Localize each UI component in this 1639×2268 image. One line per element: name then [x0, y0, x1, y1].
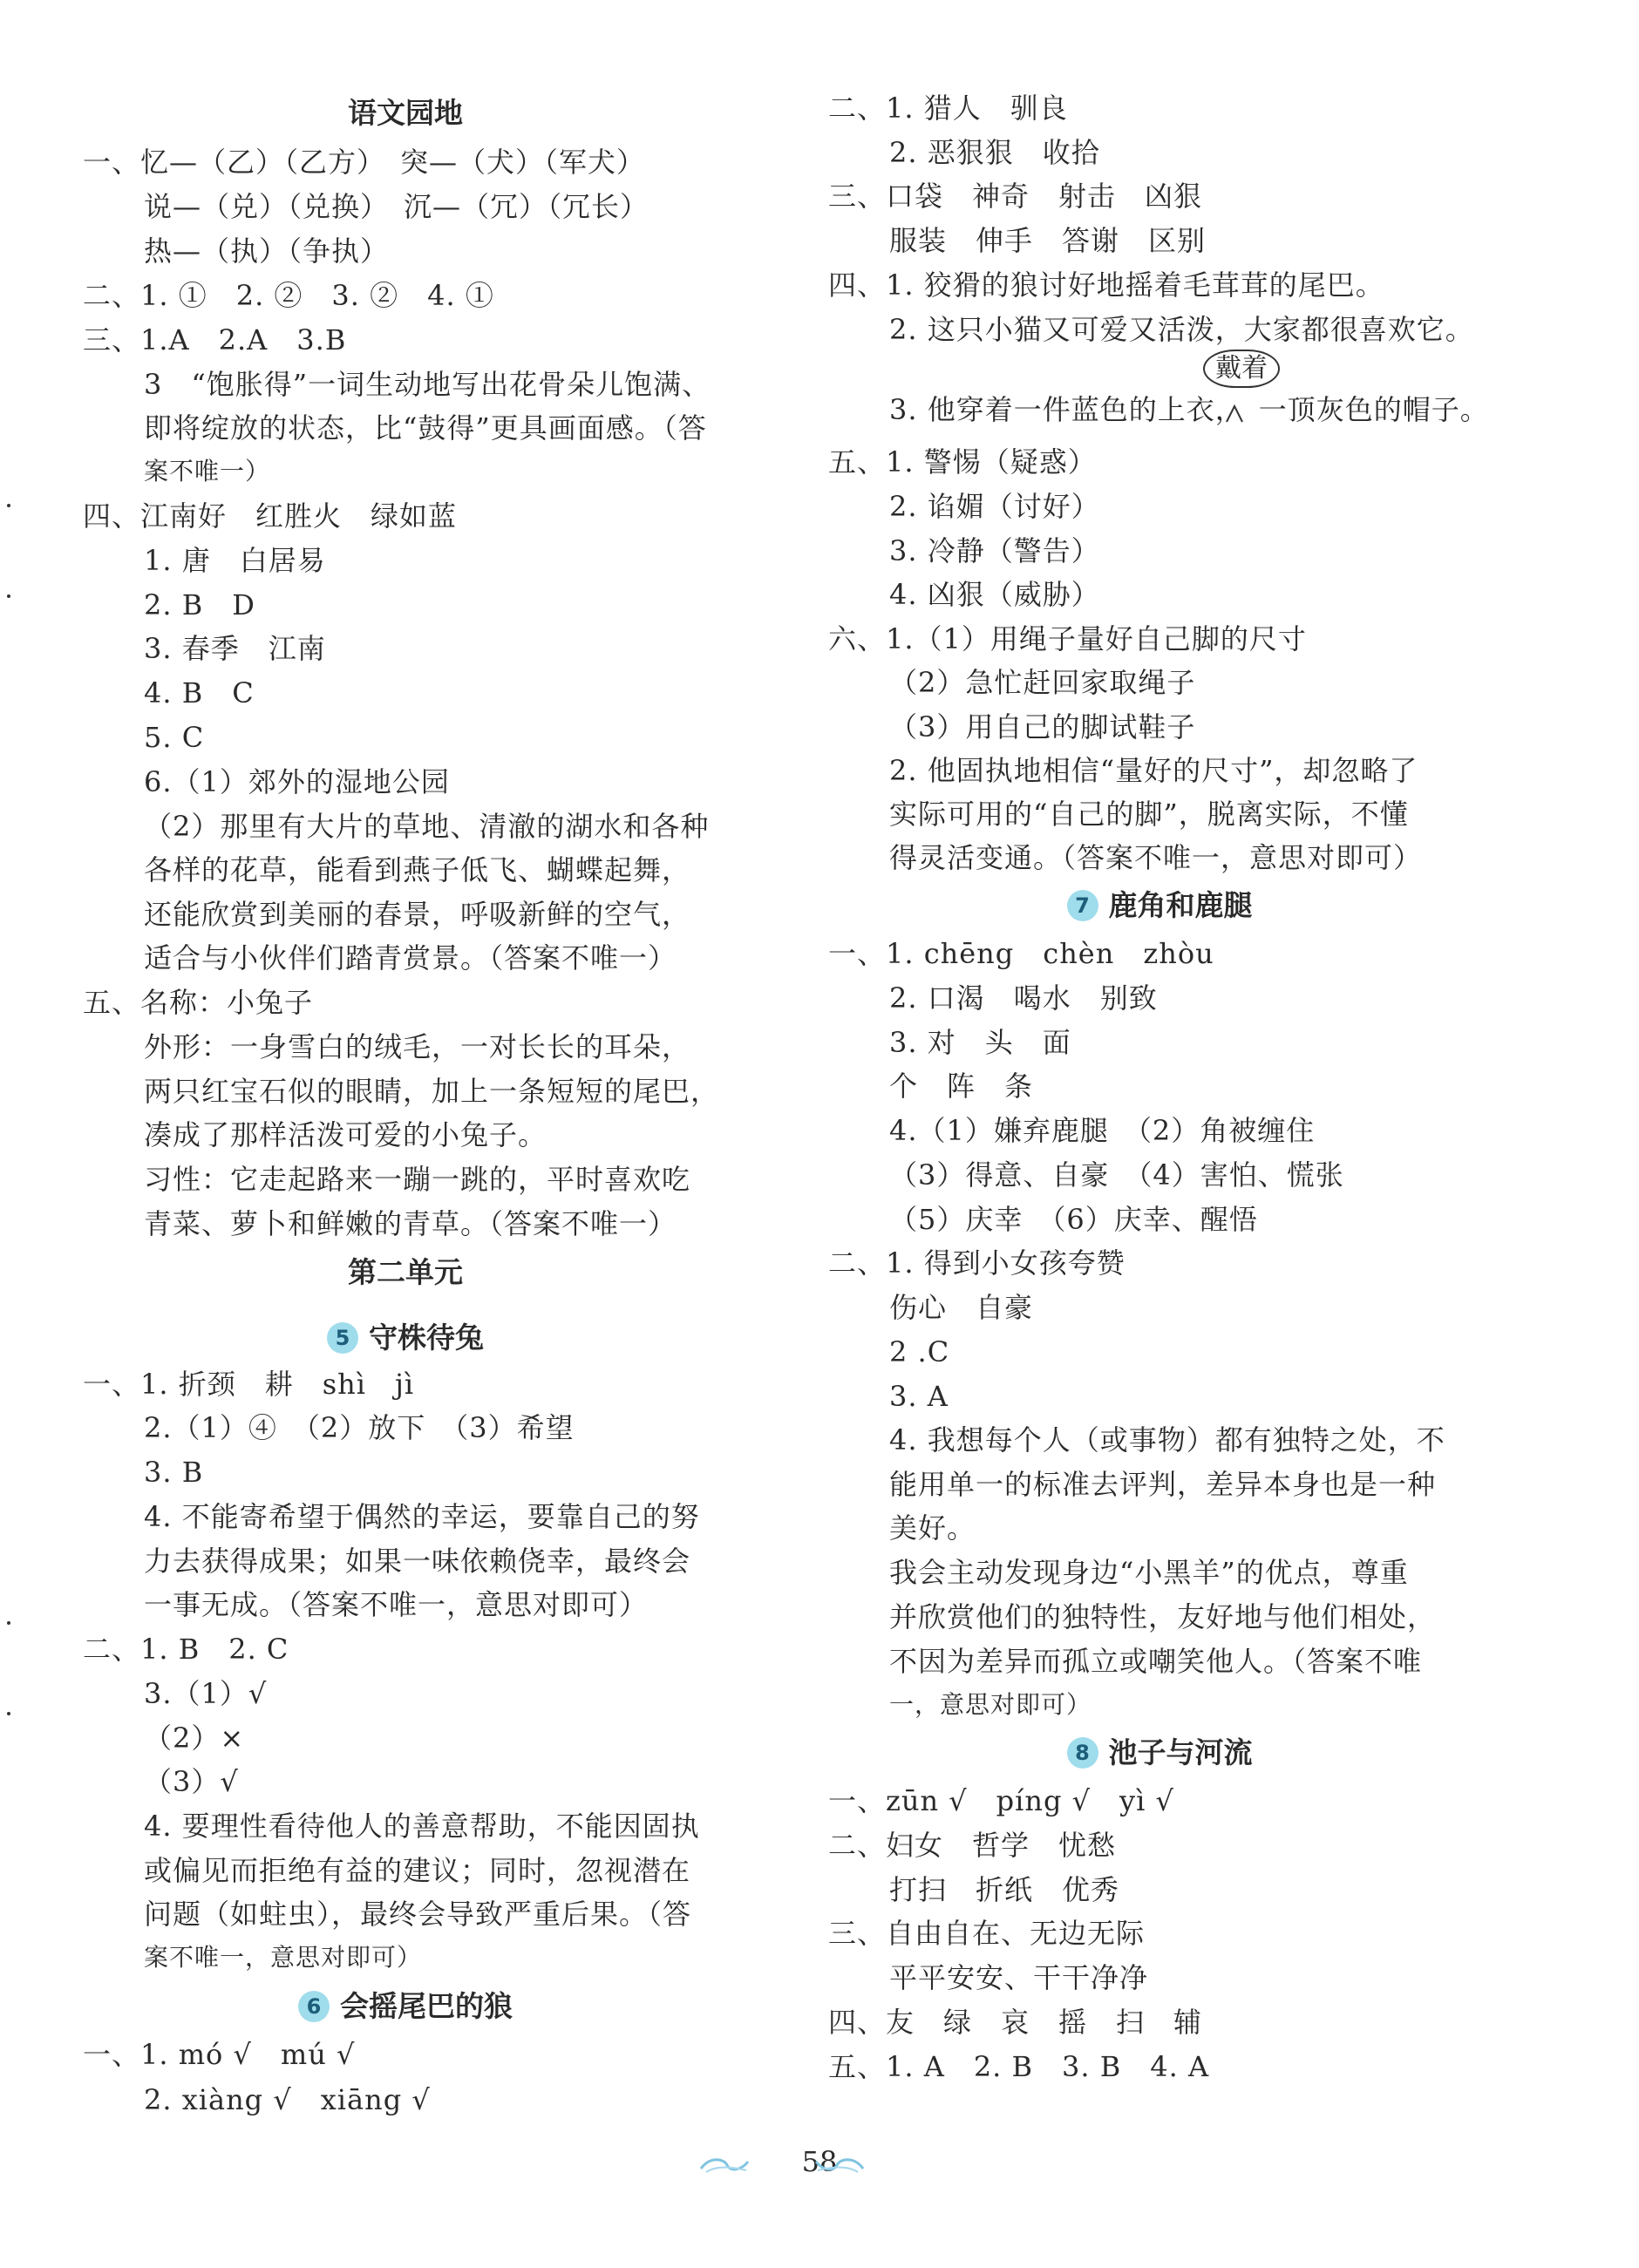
answer-line: 并欣赏他们的独特性，友好地与他们相处， — [889, 1600, 1437, 1633]
answer-line: 一、zūn √ píng √ yì √ — [828, 1784, 1174, 1817]
answer-line: 3. B — [144, 1456, 204, 1489]
inserted-word-mark: 戴着 — [1203, 350, 1280, 388]
section-title-text: 会摇尾巴的狼 — [340, 1989, 513, 2023]
margin-dot — [7, 1712, 10, 1715]
answer-line: 一、忆—（乙）（乙方） 突—（犬）（军犬） — [83, 146, 646, 179]
answer-line: 个 阵 条 — [889, 1069, 1034, 1103]
section-title-text: 守株待兔 — [369, 1321, 484, 1355]
answer-line: 4. B C — [144, 676, 255, 710]
answer-line: 外形：一身雪白的绒毛，一对长长的耳朵， — [144, 1030, 691, 1063]
answer-line: （3）√ — [144, 1765, 239, 1798]
answer-line: 2. 这只小猫又可爱又活泼，大家都很喜欢它。 — [889, 313, 1474, 346]
section-title — [83, 1987, 728, 2026]
answer-line: 1. 唐 白居易 — [144, 544, 326, 577]
answer-line: 平平安安、干干净净 — [889, 1961, 1149, 1994]
answer-line: 一、1. chēng chèn zhòu — [828, 937, 1214, 970]
answer-line: （3）用自己的脚试鞋子 — [889, 710, 1196, 744]
answer-line: （2）急忙赶回家取绳子 — [889, 666, 1196, 699]
answer-line: 两只红宝石似的眼睛，加上一条短短的尾巴， — [144, 1075, 720, 1108]
answer-line: 适合与小伙伴们踏青赏景。（答案不唯一） — [144, 941, 677, 974]
margin-dot — [7, 504, 10, 507]
section-title — [83, 94, 728, 132]
answer-line: 2.（1）④ （2）放下 （3）希望 — [144, 1411, 575, 1444]
lesson-number-badge: 6 — [298, 1991, 330, 2022]
answer-line: 各样的花草，能看到燕子低飞、蝴蝶起舞， — [144, 853, 691, 886]
answer-line: 五、1. 警惕（疑惑） — [828, 445, 1097, 479]
answer-line: 3. A — [889, 1380, 949, 1413]
answer-line: 2 .C — [889, 1335, 950, 1368]
answer-line: 能用单一的标准去评判，差异本身也是一种 — [889, 1468, 1437, 1501]
answer-line: 我会主动发现身边“小黑羊”的优点，尊重 — [889, 1556, 1409, 1589]
answer-line: 得灵活变通。（答案不唯一，意思对即可） — [889, 841, 1423, 874]
right-wave-ornament-icon — [813, 2153, 867, 2176]
answer-line: 服装 伸手 答谢 区别 — [889, 224, 1207, 257]
answer-line: （5）庆幸 （6）庆幸、醒悟 — [889, 1203, 1258, 1236]
lesson-number-badge: 7 — [1067, 890, 1098, 921]
answer-line: 凑成了那样活泼可爱的小兔子。 — [144, 1118, 547, 1151]
answer-line: 二、1. B 2. C — [83, 1633, 289, 1666]
answer-line: 三、自由自在、无边无际 — [828, 1917, 1146, 1950]
answer-line: 3. 春季 江南 — [144, 632, 326, 665]
answer-line: 或偏见而拒绝有益的建议；同时，忽视潜在 — [144, 1854, 691, 1887]
section-title-text: 第二单元 — [348, 1255, 463, 1289]
answer-line: 美好。 — [889, 1511, 976, 1545]
answer-line: 还能欣赏到美丽的春景，呼吸新鲜的空气， — [144, 898, 691, 931]
answer-line: 2. 他固执地相信“量好的尺寸”，却忽略了 — [889, 754, 1418, 787]
answer-line: 五、名称：小兔子 — [83, 986, 314, 1019]
answer-line: 6.（1）郊外的湿地公园 — [144, 765, 450, 798]
answer-line: 4. 凶狠（威胁） — [889, 578, 1100, 611]
answer-line: 2. 口渴 喝水 别致 — [889, 981, 1158, 1015]
answer-line: 青菜、萝卜和鲜嫩的青草。（答案不唯一） — [144, 1207, 677, 1240]
section-title — [83, 1253, 728, 1292]
answer-line: 二、1. 得到小女孩夸赞 — [828, 1246, 1126, 1280]
answer-line: 一、1. mó √ mú √ — [83, 2038, 356, 2071]
answer-line: 2. 谄媚（讨好） — [889, 490, 1100, 523]
answer-line: 力去获得成果；如果一味依赖侥幸，最终会 — [144, 1545, 691, 1578]
section-title — [828, 1734, 1491, 1772]
answer-line: 四、友 绿 哀 摇 扫 辅 — [828, 2006, 1203, 2039]
answer-line: 即将绽放的状态，比“鼓得”更具画面感。（答 — [144, 411, 707, 445]
answer-line: 一、1. 折颈 耕 shì jì — [83, 1368, 415, 1401]
section-title — [828, 886, 1491, 925]
answer-line: 4. 要理性看待他人的善意帮助，不能因固执 — [144, 1810, 700, 1843]
answer-line: 伤心 自豪 — [889, 1291, 1034, 1324]
answer-line: 3. 他穿着一件蓝色的上衣， 一顶灰色的帽子。 — [889, 393, 1489, 426]
answer-line: 2. 恶狠狠 收拾 — [889, 136, 1100, 169]
answer-line: 三、1.A 2.A 3.B — [83, 323, 347, 356]
answer-line: 二、1. 猎人 驯良 — [828, 92, 1068, 125]
answer-line: 3. 对 头 面 — [889, 1026, 1071, 1059]
lesson-number-badge: 8 — [1067, 1737, 1098, 1769]
answer-line: 一，意思对即可） — [889, 1690, 1092, 1719]
answer-line: （2）× — [144, 1721, 245, 1755]
answer-line: （2）那里有大片的草地、清澈的湖水和各种 — [144, 810, 710, 843]
answer-line: 2. B D — [144, 588, 255, 621]
margin-dot — [7, 594, 10, 598]
margin-dot — [7, 1621, 10, 1625]
answer-line: 4. 不能寄希望于偶然的幸运，要靠自己的努 — [144, 1500, 700, 1533]
answer-line: 习性：它走起路来一蹦一跳的，平时喜欢吃 — [144, 1163, 691, 1196]
answer-line: 实际可用的“自己的脚”，脱离实际，不懂 — [889, 798, 1409, 831]
section-title-text: 鹿角和鹿腿 — [1108, 888, 1253, 922]
section-title-text: 语文园地 — [348, 96, 463, 130]
answer-line: 四、1. 狡猾的狼讨好地摇着毛茸茸的尾巴。 — [828, 268, 1384, 302]
answer-line: 打扫 折纸 优秀 — [889, 1873, 1120, 1906]
answer-line: 六、1.（1）用绳子量好自己脚的尺寸 — [828, 622, 1307, 655]
answer-line: 问题（如蛀虫），最终会导致严重后果。（答 — [144, 1898, 692, 1931]
section-title — [83, 1319, 728, 1357]
answer-line: 3.（1）√ — [144, 1677, 268, 1710]
answer-line: 二、妇女 哲学 忧愁 — [828, 1829, 1117, 1862]
lesson-number-badge: 5 — [327, 1322, 358, 1354]
answer-line: 四、江南好 红胜火 绿如蓝 — [83, 499, 458, 533]
answer-line: 案不唯一，意思对即可） — [144, 1943, 423, 1972]
section-title-text: 池子与河流 — [1108, 1735, 1253, 1769]
answer-line: （3）得意、自豪 （4）害怕、慌张 — [889, 1158, 1344, 1192]
answer-line: 案不唯一） — [144, 457, 271, 486]
answer-line: 三、口袋 神奇 射击 凶狠 — [828, 180, 1203, 213]
answer-line: 不因为差异而孤立或嘲笑他人。（答案不唯 — [889, 1645, 1423, 1678]
answer-line: 一事无成。（答案不唯一，意思对即可） — [144, 1588, 649, 1621]
answer-line: 二、1. ① 2. ② 3. ② 4. ① — [83, 279, 494, 312]
answer-line: 3 “饱胀得”一词生动地写出花骨朵儿饱满、 — [144, 368, 711, 401]
answer-line: 4. 我想每个人（或事物）都有独特之处，不 — [889, 1423, 1445, 1457]
answer-line: 5. C — [144, 721, 205, 754]
answer-line: 3. 冷静（警告） — [889, 534, 1100, 567]
answer-line: 说—（兑）（兑换） 沉—（冗）（冗长） — [144, 190, 649, 223]
answer-line: 4.（1）嫌弃鹿腿 （2）角被缠住 — [889, 1114, 1316, 1147]
page-number: 58 — [801, 2145, 838, 2178]
answer-line: 热—（执）（争执） — [144, 234, 390, 268]
answer-line: 2. xiàng √ xiāng √ — [144, 2083, 431, 2116]
answer-line: 五、1. A 2. B 3. B 4. A — [828, 2050, 1210, 2083]
